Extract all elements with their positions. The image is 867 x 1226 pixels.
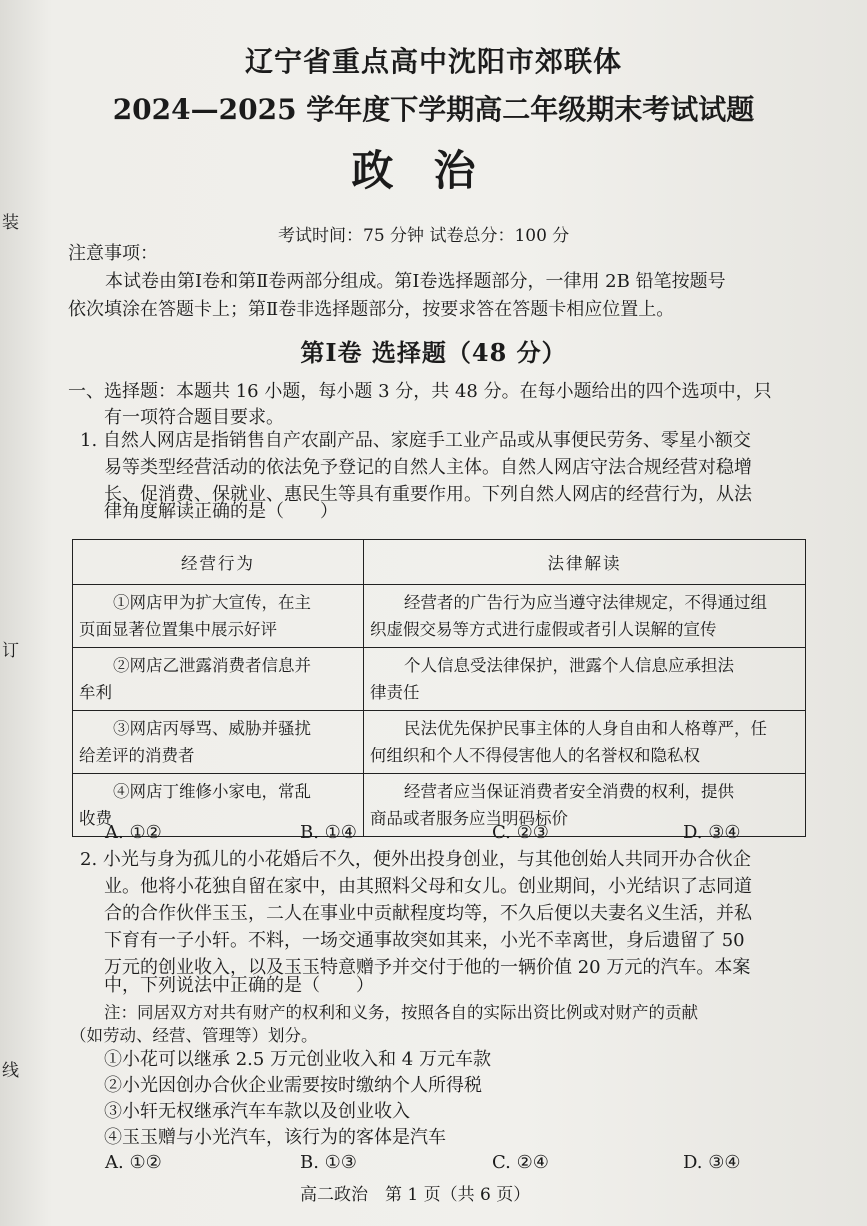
section-title: 第Ⅰ卷 选择题（48 分）	[300, 338, 567, 367]
q2-stem-line-6: 中，下列说法中正确的是（ ）	[104, 975, 374, 996]
q2-statement-4: ④玉玉赠与小光汽车，该行为的客体是汽车	[104, 1127, 446, 1148]
header-law: 法律解读	[364, 540, 806, 585]
table-row	[73, 585, 806, 648]
q1-stem-line-2: 易等类型经营活动的依法免予登记的自然人主体。自然人网店守法合规经营对稳增	[104, 457, 752, 478]
exam-title-term: 2024—2025 学年度下学期高二年级期末考试试题	[112, 93, 755, 126]
q2-choice-a: A. ①②	[105, 1152, 162, 1173]
table-row	[73, 648, 806, 711]
q1-table-header	[73, 540, 806, 585]
q2-statement-3: ③小轩无权继承汽车车款以及创业收入	[104, 1101, 410, 1122]
q2-note-line-2: （如劳动、经营、管理等）划分。	[70, 1026, 318, 1045]
margin-mark-xian: 线	[2, 1061, 19, 1081]
exam-title-school: 辽宁省重点高中沈阳市郊联体	[244, 45, 622, 78]
behavior-cell: ④网店丁维修小家电，常乱 收费	[73, 774, 364, 837]
law-cell: 民法优先保护民事主体的人身自由和人格尊严，任 何组织和个人不得侵害他人的名誉权和隐私权	[364, 711, 806, 774]
margin-mark-ding: 订	[2, 641, 19, 661]
table-row	[73, 711, 806, 774]
page-footer: 高二政治 第 1 页（共 6 页）	[300, 1185, 531, 1205]
q2-statement-2: ②小光因创办合伙企业需要按时缴纳个人所得税	[104, 1075, 482, 1096]
q1-stem-line-4: 律角度解读正确的是（ ）	[104, 501, 338, 522]
q2-stem-line-1: 2. 小光与身为孤儿的小花婚后不久，便外出投身创业，与其他创始人共同开办合伙企	[80, 849, 751, 870]
q2-choice-c: C. ②④	[492, 1152, 549, 1173]
q1-table	[72, 539, 806, 837]
behavior-cell: ②网店乙泄露消费者信息并 牟利	[73, 648, 364, 711]
q2-stem-line-5: 万元的创业收入，以及玉玉特意赠予并交付于他的一辆价值 20 万元的汽车。本案	[104, 957, 751, 978]
notice-line-2: 依次填涂在答题卡上；第Ⅱ卷非选择题部分，按要求答在答题卡相应位置上。	[68, 299, 675, 320]
q1-choice-a: A. ①②	[105, 822, 162, 843]
q1-choice-b: B. ①④	[300, 822, 357, 843]
q2-choice-b: B. ①③	[300, 1152, 357, 1173]
notice-line-1: 本试卷由第Ⅰ卷和第Ⅱ卷两部分组成。第Ⅰ卷选择题部分，一律用 2B 铅笔按题号	[105, 271, 726, 292]
header-behavior: 经营行为	[73, 540, 364, 585]
q2-note-line-1: 注：同居双方对共有财产的权利和义务，按照各自的实际出资比例或对财产的贡献	[104, 1003, 698, 1022]
q1-choice-d: D. ③④	[683, 822, 741, 843]
q2-stem-line-3: 合的合作伙伴玉玉，二人在事业中贡献程度均等，不久后便以夫妻名义生活，并私	[104, 903, 752, 924]
q2-stem-line-2: 业。他将小花独自留在家中，由其照料父母和女儿。创业期间，小光结识了志同道	[104, 876, 752, 897]
part-intro-line-2: 有一项符合题目要求。	[104, 407, 284, 428]
q1-stem-line-1: 1. 自然人网店是指销售自产农副产品、家庭手工业产品或从事便民劳务、零星小额交	[80, 430, 751, 451]
q1-stem-line-3: 长、促消费、保就业、惠民生等具有重要作用。下列自然人网店的经营行为，从法	[104, 484, 752, 505]
q2-stem-line-4: 下育有一子小轩。不料，一场交通事故突如其来，小光不幸离世，身后遗留了 50	[104, 930, 745, 951]
law-cell: 经营者应当保证消费者安全消费的权利，提供 商品或者服务应当明码标价	[364, 774, 806, 837]
notice-heading: 注意事项：	[68, 243, 158, 264]
behavior-cell: ③网店丙辱骂、威胁并骚扰 给差评的消费者	[73, 711, 364, 774]
part-intro-line-1: 一、选择题：本题共 16 小题，每小题 3 分，共 48 分。在每小题给出的四个选项中，只	[68, 381, 772, 402]
exam-info: 考试时间：75 分钟 试卷总分：100 分	[278, 226, 570, 246]
behavior-cell: ①网店甲为扩大宣传，在主 页面显著位置集中展示好评	[73, 585, 364, 648]
q2-statement-1: ①小花可以继承 2.5 万元创业收入和 4 万元车款	[104, 1049, 491, 1070]
law-cell: 经营者的广告行为应当遵守法律规定，不得通过组 织虚假交易等方式进行虚假或者引人误解的宣传	[364, 585, 806, 648]
margin-mark-zhuang: 装	[2, 213, 19, 233]
law-cell: 个人信息受法律保护，泄露个人信息应承担法 律责任	[364, 648, 806, 711]
q1-choice-c: C. ②③	[492, 822, 549, 843]
q2-choice-d: D. ③④	[683, 1152, 741, 1173]
exam-subject: 政治	[351, 146, 516, 195]
